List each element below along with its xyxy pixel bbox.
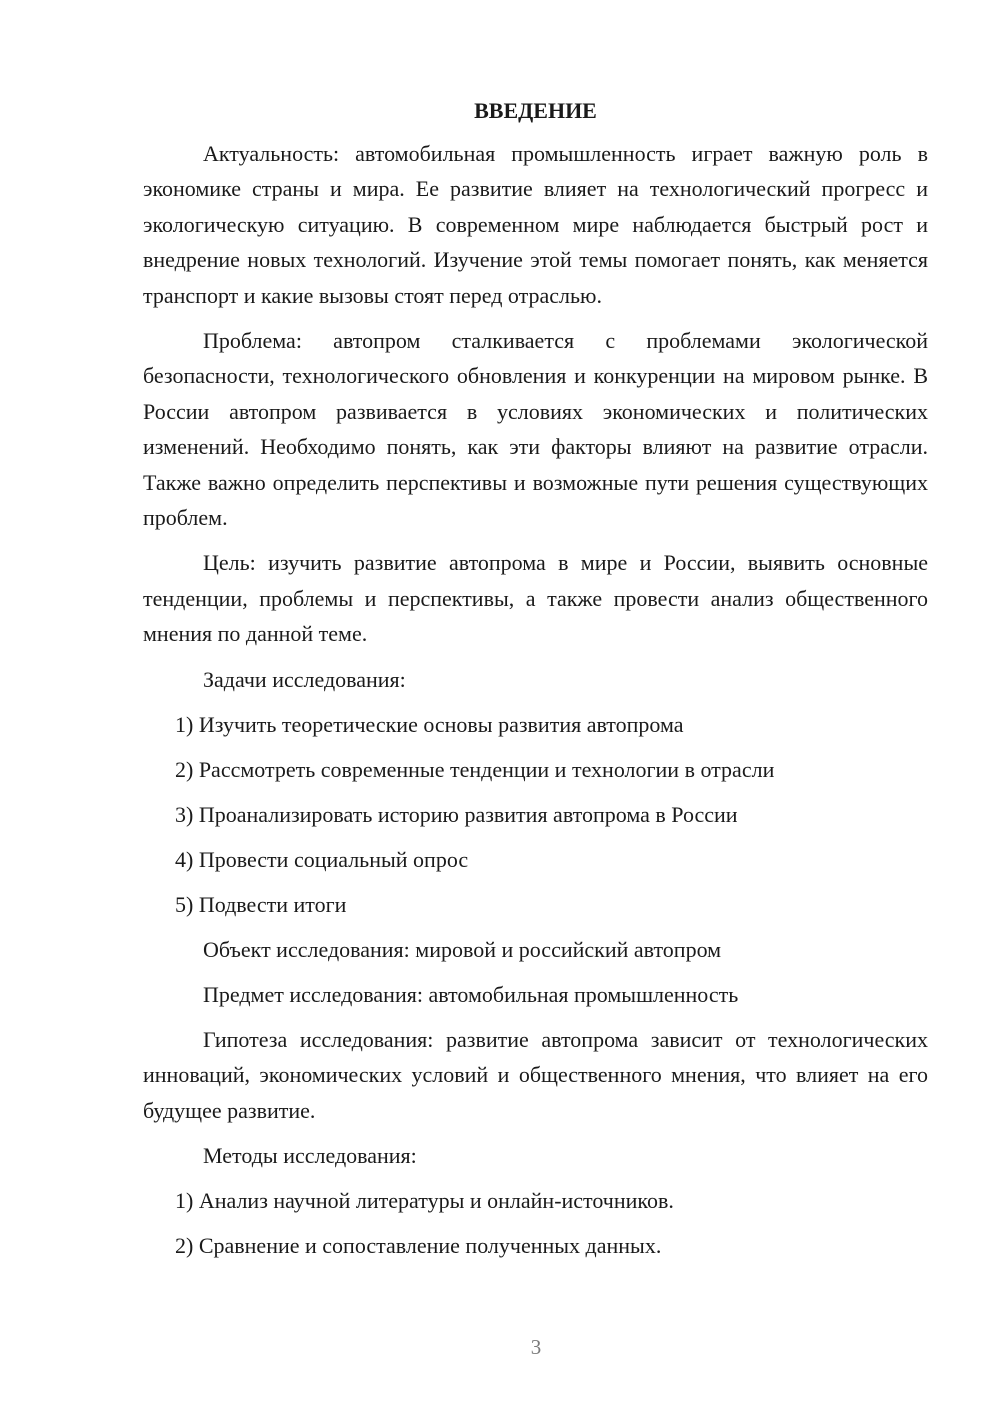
paragraph-goal: Цель: изучить развитие автопрома в мире и России, выявить основные тенденции, проблемы и перспективы, а также провести анализ общественного мнения по данной теме. xyxy=(143,550,928,647)
methods-heading: Методы исследования: xyxy=(203,1142,417,1168)
page-number: 3 xyxy=(530,1335,542,1359)
research-object: Объект исследования: мировой и российский автопром xyxy=(203,936,722,962)
tasks-heading: Задачи исследования: xyxy=(203,666,406,692)
method-item: 2) Сравнение и сопоставление полученных данных. xyxy=(175,1232,662,1258)
method-item: 1) Анализ научной литературы и онлайн-источников. xyxy=(175,1187,674,1213)
page-content xyxy=(143,93,928,1273)
task-item: 5) Подвести итоги xyxy=(175,891,347,917)
task-item: 4) Провести социальный опрос xyxy=(175,846,469,872)
research-subject: Предмет исследования: автомобильная промышленность xyxy=(203,981,739,1007)
task-item: 2) Рассмотреть современные тенденции и технологии в отрасли xyxy=(175,756,775,782)
paragraph-hypothesis: Гипотеза исследования: развитие автопрома зависит от технологических инноваций, экономических условий и общественного мнения, что влияет на его будущее развитие. xyxy=(143,1026,928,1123)
paragraph-problem: Проблема: автопром сталкивается с проблемами экологической безопасности, технологического обновления и конкуренции на мировом рынке. В России автопром развивается в условиях экономических и политических изменений. Необходимо понять, как эти факторы влияют на развитие отрасли. Также важно определить перспективы и возможные пути решения существующих проблем. xyxy=(143,328,928,531)
task-item: 3) Проанализировать историю развития автопрома в России xyxy=(175,801,738,827)
task-item: 1) Изучить теоретические основы развития автопрома xyxy=(175,711,684,737)
page-title: ВВЕДЕНИЕ xyxy=(474,98,597,123)
paragraph-relevance: Актуальность: автомобильная промышленность играет важную роль в экономике страны и мира. Ее развитие влияет на технологический прогресс и экологическую ситуацию. В современном мире наблюдается быстрый рост и внедрение новых технологий. Изучение этой темы помогает понять, как меняется транспорт и какие вызовы стоят перед отраслью. xyxy=(143,141,928,308)
